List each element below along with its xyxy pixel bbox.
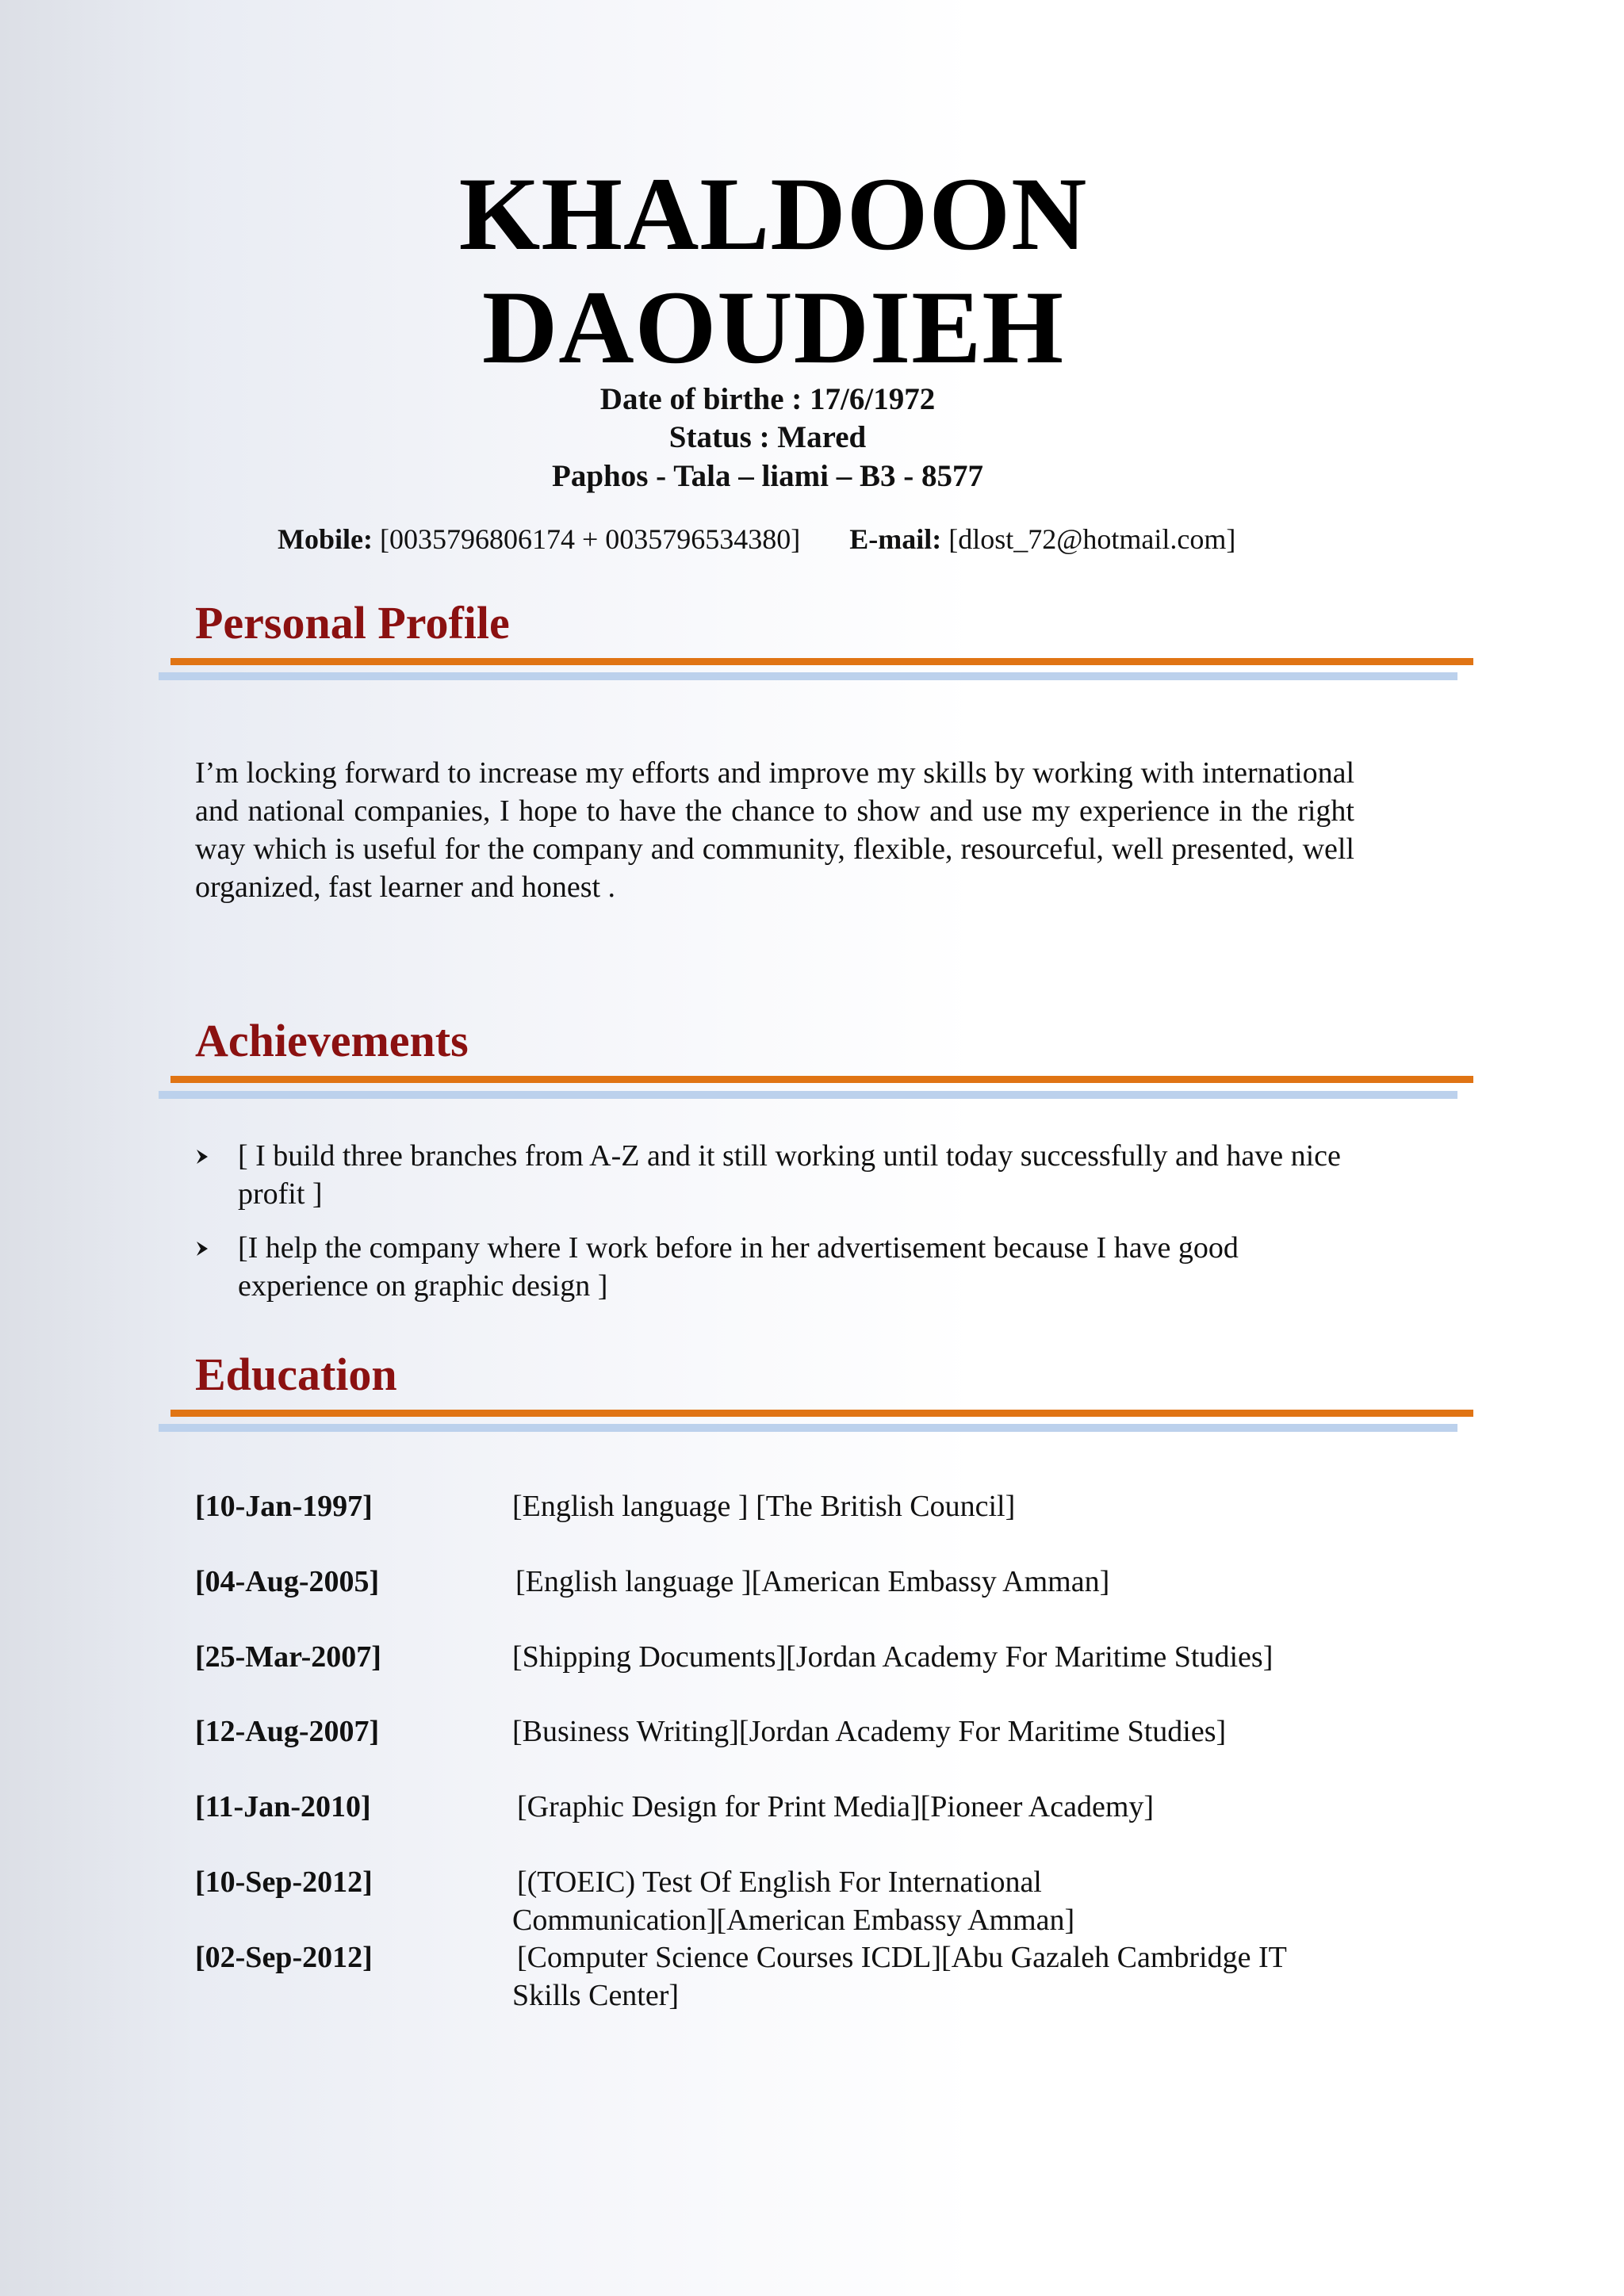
section-rule-blue <box>159 1091 1457 1099</box>
section-title-education: Education <box>195 1349 397 1400</box>
name-line-1: KHALDOON <box>458 155 1088 272</box>
marital-status: Status : Mared <box>668 420 867 454</box>
education-description: [Graphic Design for Print Media][Pioneer Academy] <box>517 1790 1155 1823</box>
email-label: E-mail: <box>849 523 942 555</box>
arrow-bullet-icon <box>195 1240 209 1257</box>
section-rule-orange <box>170 1410 1473 1417</box>
education-date: [04-Aug-2005] <box>195 1565 380 1598</box>
education-date: [25-Mar-2007] <box>195 1640 381 1674</box>
education-date: [10-Jan-1997] <box>195 1490 373 1523</box>
arrow-bullet-icon <box>195 1148 209 1165</box>
education-date: [11-Jan-2010] <box>195 1790 371 1823</box>
education-date: [02-Sep-2012] <box>195 1941 373 1974</box>
achievement-text: [ I build three branches from A-Z and it still working until today successfully and have nice profit ] <box>238 1139 1341 1211</box>
section-rule-blue <box>159 672 1457 680</box>
section-rule-orange <box>170 658 1473 665</box>
education-date: [12-Aug-2007] <box>195 1715 380 1748</box>
date-of-birth: Date of birthe : 17/6/1972 <box>599 382 936 416</box>
education-date: [10-Sep-2012] <box>195 1866 373 1899</box>
section-rule-blue <box>159 1424 1457 1432</box>
education-description: [(TOEIC) Test Of English For International Communication][American Embassy Amman] <box>512 1866 1075 1937</box>
contact-line <box>278 520 1235 558</box>
mobile-label: Mobile: <box>278 523 373 555</box>
section-rule-orange <box>170 1076 1473 1083</box>
profile-text: I’m locking forward to increase my efforts and improve my skills by working with international and national companies, I hope to have the chance to show and use my experience in the right way which is useful for the company and community, flexible, resourceful, well presented, well organized, fast learner and honest . <box>195 756 1354 904</box>
education-description: [English language ] [The British Council] <box>512 1490 1016 1523</box>
email-value[interactable]: [dlost_72@hotmail.com] <box>948 523 1236 555</box>
achievement-text: [I help the company where I work before in her advertisement because I have good experience on graphic design ] <box>238 1231 1239 1303</box>
section-title-personal-profile: Personal Profile <box>195 597 510 649</box>
education-description: [Shipping Documents][Jordan Academy For Maritime Studies] <box>512 1640 1274 1674</box>
education-description: [Computer Science Courses ICDL][Abu Gazaleh Cambridge IT Skills Center] <box>512 1941 1287 2012</box>
education-description: [English language ][American Embassy Amman] <box>515 1565 1110 1598</box>
mobile-value: [0035796806174 + 0035796534380] <box>379 523 801 555</box>
address: Paphos - Tala – liami – B3 - 8577 <box>552 459 983 493</box>
section-title-achievements: Achievements <box>195 1015 469 1066</box>
name-line-2: DAOUDIEH <box>481 269 1065 385</box>
education-description: [Business Writing][Jordan Academy For Maritime Studies] <box>512 1715 1227 1748</box>
